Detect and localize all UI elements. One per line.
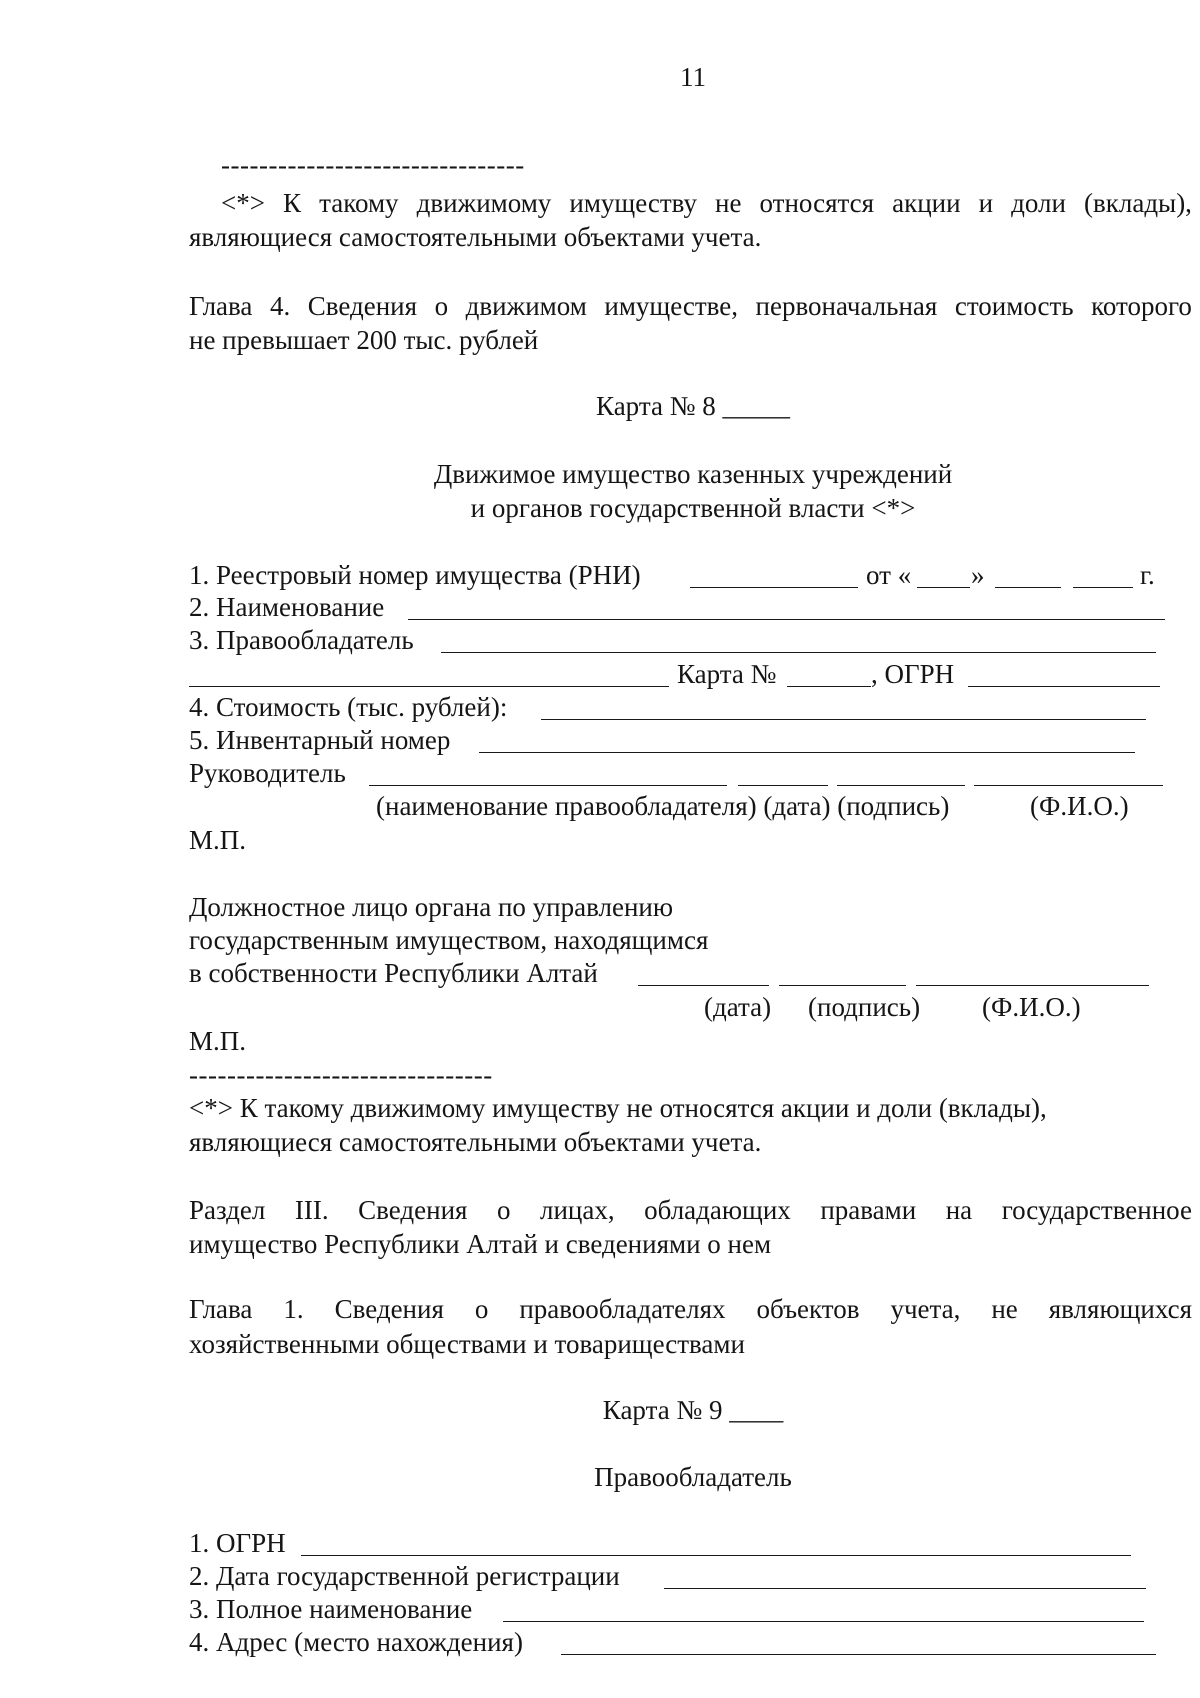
chapter1-heading-line1 [189,1296,1192,1323]
heading-word: III. [294,1195,329,1225]
inventory-number-line[interactable] [479,752,1135,753]
heading-word: о [496,1195,511,1225]
card8-field4-label: 4. Стоимость (тыс. рублей): [189,692,508,722]
card8-subtitle-line2: и органов государственной власти <*> [470,493,916,523]
card8-head-fio: (Ф.И.О.) [1030,791,1129,821]
heading-word: которого [1091,291,1192,321]
heading-word: учета, [890,1294,961,1324]
card9-field4-label: 4. Адрес (место нахождения) [189,1627,523,1657]
name-line[interactable] [408,619,1165,620]
card8-field1-label: 1. Реестровый номер имущества (РНИ) [189,560,641,590]
heading-word: правами [820,1195,917,1225]
heading-word: 4. [269,291,291,321]
head-date-line[interactable] [738,785,828,786]
chapter4-heading-line2: не превышает 200 тыс. рублей [189,325,539,355]
footnote-top-line1 [221,190,1192,217]
heading-word: имуществу [569,188,697,218]
footnote-bottom-line2: являющиеся самостоятельными объектами учета. [189,1127,762,1157]
official-sign-line[interactable] [779,985,906,986]
rni-year-line[interactable] [1073,587,1133,588]
heading-word: стоимость [954,291,1074,321]
heading-word: Сведения [358,1195,468,1225]
cost-line[interactable] [541,719,1146,720]
heading-word: акции [892,188,961,218]
footnote-separator-2: -------------------------------- [189,1060,493,1090]
heading-word: Глава [189,291,253,321]
rni-month-line[interactable] [995,587,1061,588]
card9-ogrn-line[interactable] [301,1555,1131,1556]
heading-word: Раздел [189,1195,266,1225]
section3-heading-line1 [189,1197,1192,1224]
card9-regdate-line[interactable] [664,1588,1146,1589]
footnote-top-line2: являющиеся самостоятельными объектами учета. [189,222,762,252]
ogrn-line[interactable] [968,686,1160,687]
official-date-caption: (дата) [704,992,772,1022]
heading-word: К [283,188,302,218]
card8-head-label: Руководитель [189,758,346,788]
heading-word: государственное [1001,1195,1192,1225]
heading-word: <*> [221,188,265,218]
card8-subtitle-line1: Движимое имущество казенных учреждений [433,459,953,489]
rightholder-line[interactable] [441,652,1156,653]
heading-word: не [715,188,742,218]
heading-word: относятся [759,188,875,218]
head-org-line[interactable] [369,785,727,786]
heading-word: имуществе, [604,291,738,321]
card9-field3-label: 3. Полное наименование [189,1594,473,1624]
heading-word: обладающих [644,1195,791,1225]
heading-word: 1. [283,1294,304,1324]
card9-title: Карта № 9 ____ [602,1395,784,1425]
card8-field5-label: 5. Инвентарный номер [189,725,451,755]
footnote-bottom-line1: <*> К такому движимому имуществу не относятся акции и доли (вклады), [189,1093,1047,1123]
official-fio-line[interactable] [916,985,1149,986]
heading-word: Сведения [307,291,418,321]
card-no-line[interactable] [787,686,871,687]
card8-field1-year: г. [1140,560,1155,590]
footnote-separator: -------------------------------- [221,150,525,180]
heading-word: (вклады), [1084,188,1192,218]
chapter4-heading-line1 [189,293,1192,320]
official-date-line[interactable] [638,985,769,986]
heading-word: доли [1011,188,1066,218]
heading-word: о [474,1294,489,1324]
card8-field2-label: 2. Наименование [189,592,385,622]
card9-field2-label: 2. Дата государственной регистрации [189,1561,620,1591]
rni-day-line[interactable] [917,587,970,588]
card9-fullname-line[interactable] [503,1621,1144,1622]
head-sign-line[interactable] [837,785,965,786]
official-line1: Должностное лицо органа по управлению [189,892,674,922]
card8-field1-from: от « [866,560,912,590]
rightholder-line-cont[interactable] [189,686,669,687]
heading-word: Сведения [334,1294,444,1324]
heading-word: такому [319,188,399,218]
official-fio-caption: (Ф.И.О.) [982,992,1081,1022]
stamp-label: М.П. [189,825,247,855]
card9-subtitle: Правообладатель [594,1462,792,1492]
heading-word: являющихся [1048,1294,1192,1324]
head-fio-line[interactable] [974,785,1163,786]
heading-word: на [945,1195,973,1225]
official-line2: государственным имуществом, находящимся [189,925,709,955]
card9-field1-label: 1. ОГРН [189,1528,286,1558]
card8-field3-label: 3. Правообладатель [189,625,414,655]
heading-word: о [434,291,449,321]
card8-head-captions: (наименование правообладателя) (дата) (подпись) [376,791,950,821]
card8-title: Карта № 8 _____ [596,391,790,421]
heading-word: и [978,188,994,218]
stamp-label-2: М.П. [189,1026,247,1056]
card8-field1-close: » [971,560,985,590]
heading-word: первоначальная [755,291,938,321]
heading-word: правообладателях [519,1294,726,1324]
heading-word: Глава [189,1294,253,1324]
page-number: 11 [680,62,706,92]
heading-word: лицах, [540,1195,615,1225]
heading-word: движимом [465,291,587,321]
official-line3: в собственности Республики Алтай [189,958,598,988]
heading-word: объектов [756,1294,860,1324]
section3-heading-line2: имущество Республики Алтай и сведениями о нем [189,1229,772,1259]
chapter1-heading-line2: хозяйственными обществами и товариществами [189,1329,745,1359]
card9-address-line[interactable] [561,1654,1156,1655]
official-sign-caption: (подпись) [808,992,921,1022]
card8-ogrn-label: , ОГРН [871,659,955,689]
rni-number-line[interactable] [690,587,858,588]
heading-word: не [991,1294,1018,1324]
heading-word: движимому [416,188,552,218]
card8-card-no-label: Карта № [677,659,777,689]
